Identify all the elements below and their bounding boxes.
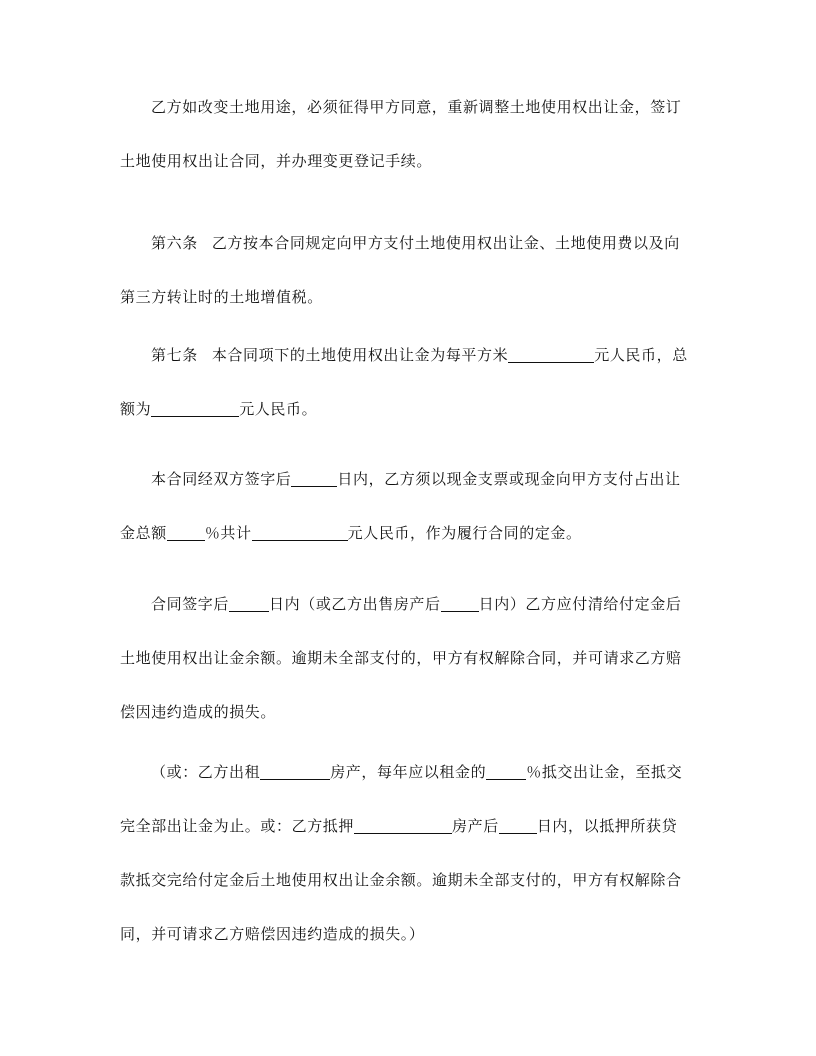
- paragraph-balance-payment: [120, 577, 698, 739]
- fill-in-blank[interactable]: [229, 595, 269, 612]
- fill-in-blank[interactable]: [508, 346, 594, 363]
- text-line: 乙方如改变土地用途，必须征得甲方同意，重新调整土地使用权出让金，签订: [151, 98, 682, 116]
- text-line: 完全部出让金为止。或：乙方抵押 房产后 日内，以抵押所获贷: [120, 817, 678, 835]
- paragraph-land-use-change: [120, 80, 698, 188]
- text-line: 合同签字后 日内（或乙方出售房产后 日内）乙方应付清给付定金后: [151, 595, 682, 613]
- paragraph-deposit: [120, 452, 698, 560]
- fill-in-blank[interactable]: [486, 763, 526, 780]
- fill-in-blank[interactable]: [354, 817, 452, 834]
- text-line: 偿因违约造成的损失。: [120, 703, 277, 721]
- article-number: 第六条: [151, 234, 198, 252]
- text-line: 第七条 本合同项下的土地使用权出让金为每平方米 元人民币，总: [151, 346, 688, 364]
- text-line: 第六条 乙方按本合同规定向甲方支付土地使用权出让金、土地使用费以及向: [151, 234, 680, 252]
- fill-in-blank[interactable]: [151, 400, 239, 417]
- article-number: 第七条: [151, 346, 198, 364]
- paragraph-article-6: [120, 216, 698, 324]
- fill-in-blank[interactable]: [252, 524, 348, 541]
- text-line: 额为 元人民币。: [120, 400, 318, 418]
- text-line: 土地使用权出让金余额。逾期未全部支付的，甲方有权解除合同，并可请求乙方赔: [120, 649, 682, 667]
- fill-in-blank[interactable]: [441, 595, 479, 612]
- fill-in-blank[interactable]: [499, 817, 537, 834]
- text-line: （或：乙方出租 房产，每年应以租金的 ％抵交出让金，至抵交: [151, 763, 683, 781]
- paragraph-article-7: [120, 328, 698, 436]
- text-line: 金总额 ％共计 元人民币，作为履行合同的定金。: [120, 524, 582, 542]
- text-line: 第三方转让时的土地增值税。: [120, 288, 323, 306]
- fill-in-blank[interactable]: [291, 470, 337, 487]
- fill-in-blank[interactable]: [167, 524, 205, 541]
- text-line: 土地使用权出让合同，并办理变更登记手续。: [120, 152, 433, 170]
- paragraph-alternative-terms: [120, 745, 698, 961]
- text-line: 本合同经双方签字后 日内，乙方须以现金支票或现金向甲方支付占出让: [151, 470, 681, 488]
- text-line: 款抵交完给付定金后土地使用权出让金余额。逾期未全部支付的，甲方有权解除合: [120, 871, 682, 889]
- text-line: 同，并可请求乙方赔偿因违约造成的损失。）: [120, 925, 425, 943]
- fill-in-blank[interactable]: [260, 763, 330, 780]
